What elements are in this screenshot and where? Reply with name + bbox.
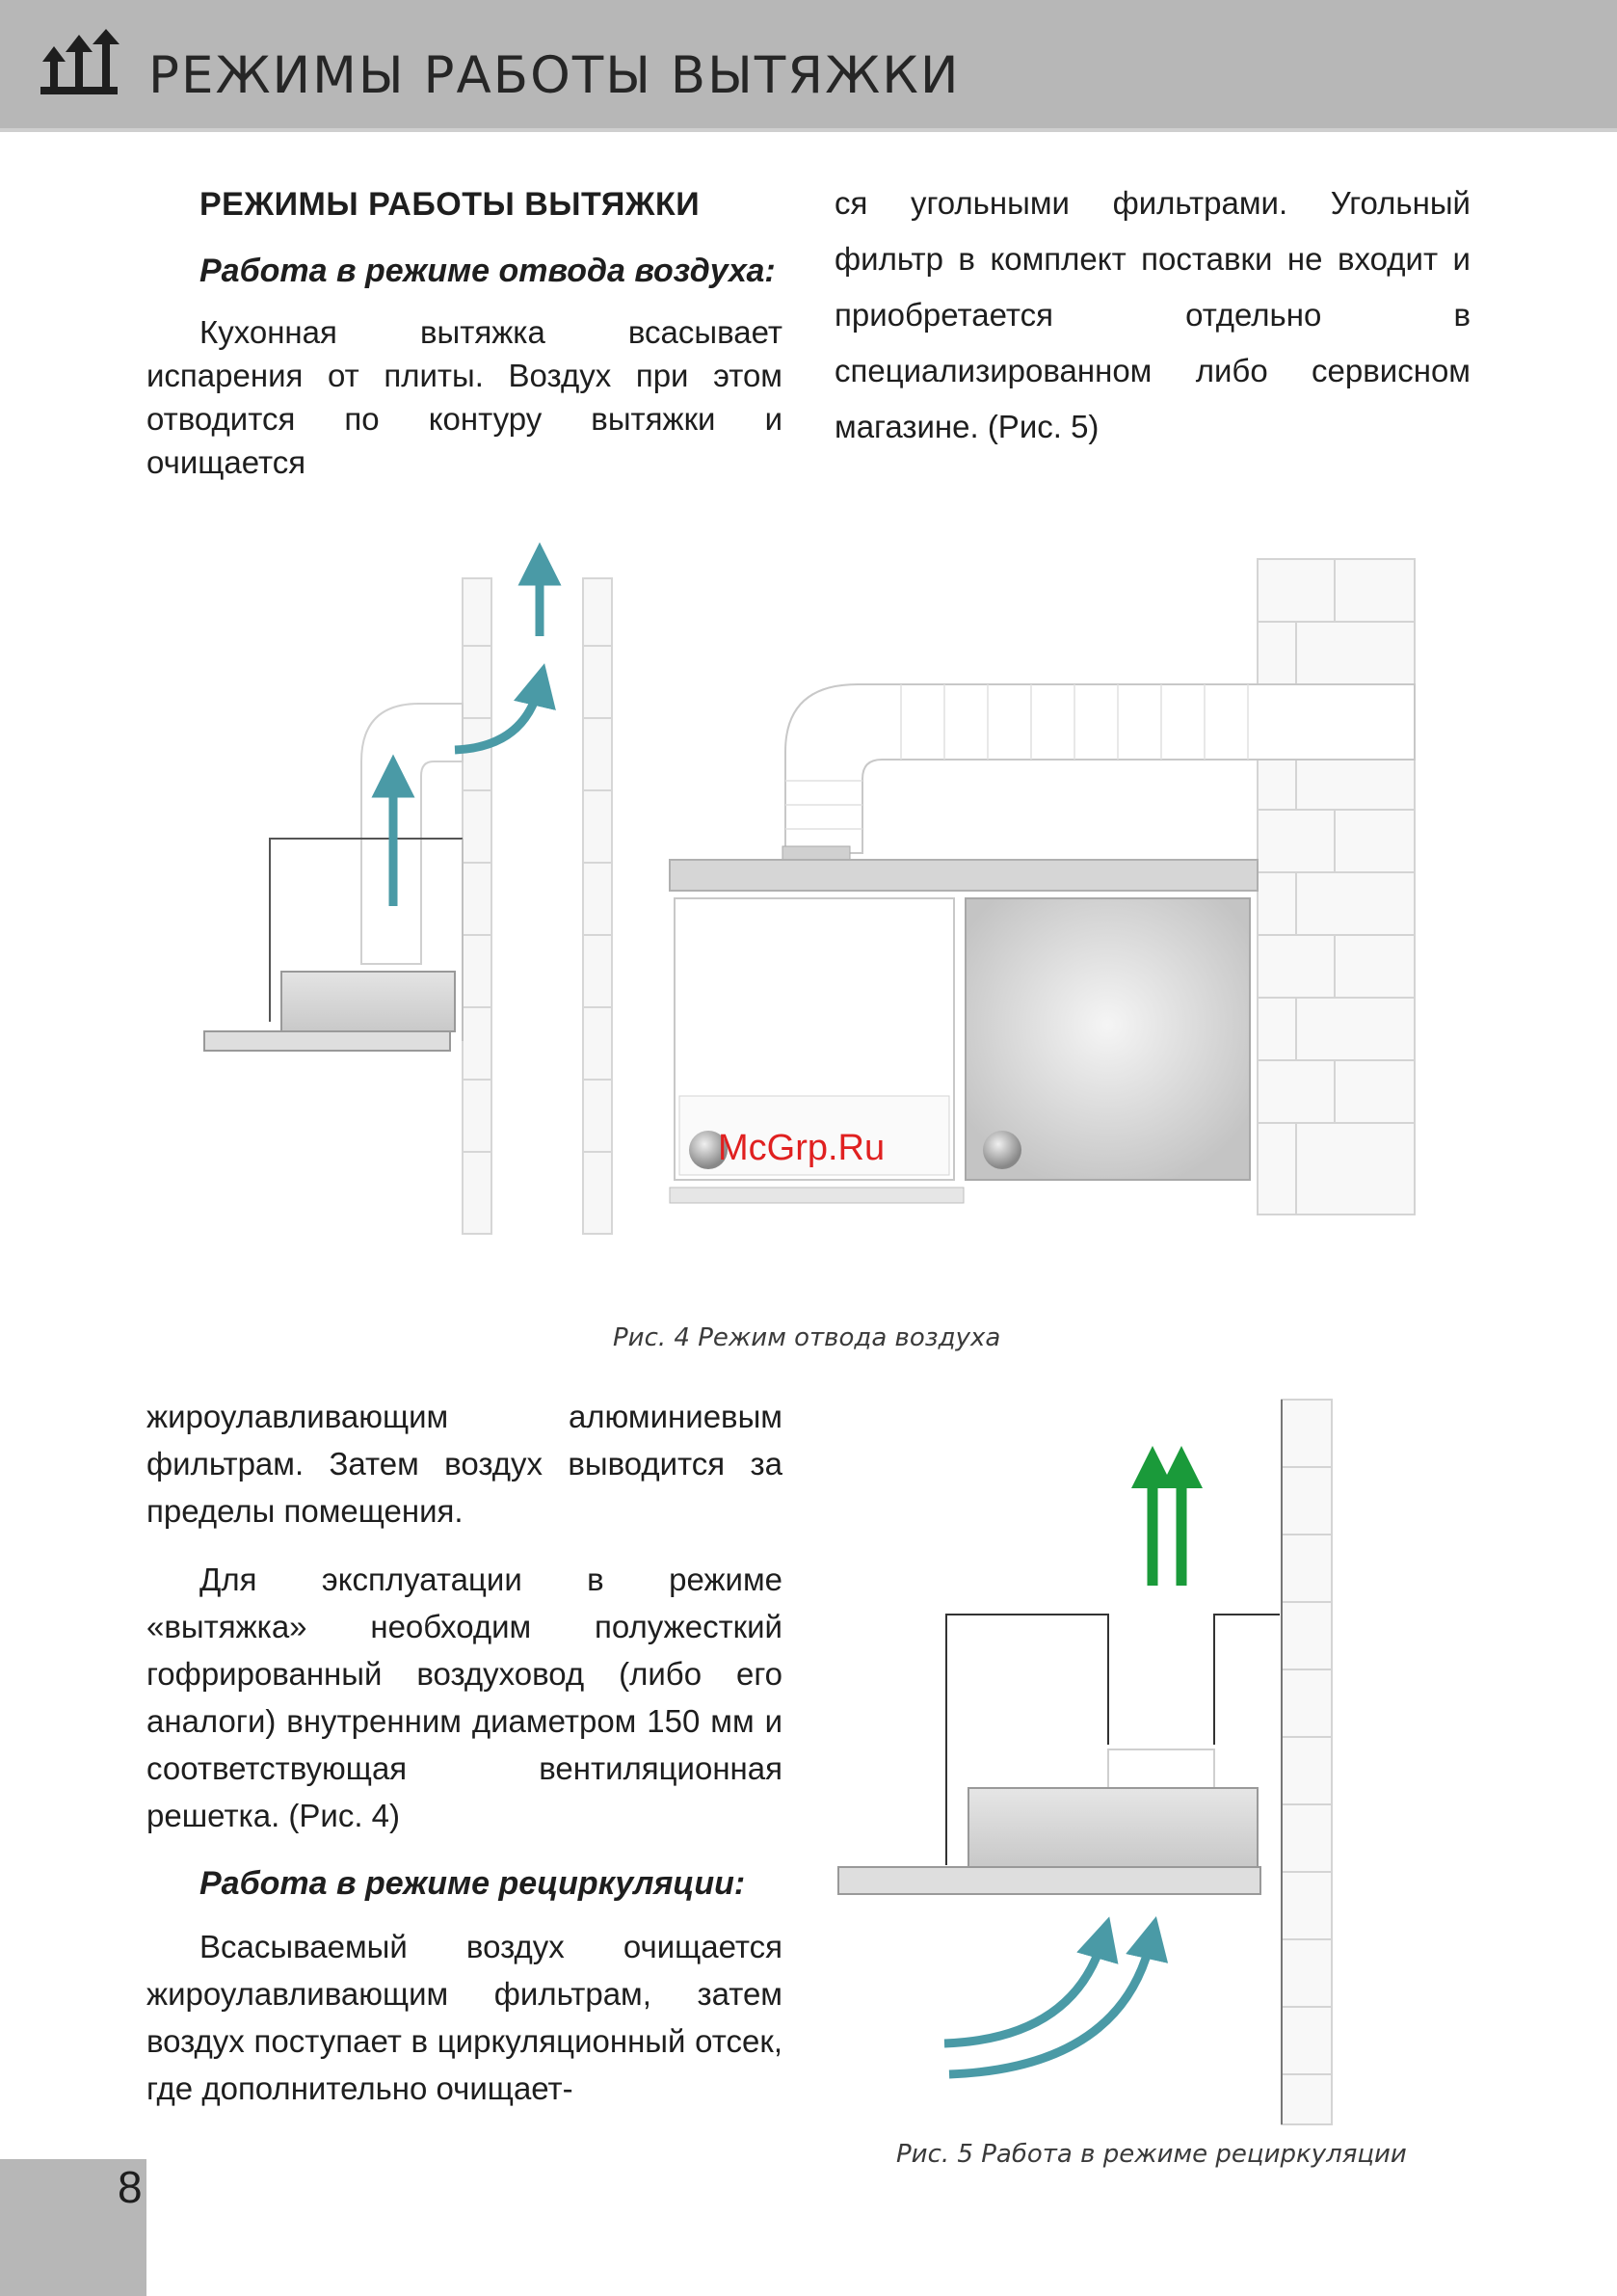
paragraph-duct-requirements: Для эксплуатации в режиме «вытяжка» необходим полужесткий гофрированный воздуховод (либо его аналоги) внутренним диаметром 150 мм и соответствующая вентиляционная решетка. (Рис. 4) — [146, 1562, 782, 1833]
header-title: РЕЖИМЫ РАБОТЫ ВЫТЯЖКИ — [148, 46, 961, 105]
paragraph-carbon-filter: ся угольными фильтрами. Угольный фильтр в комплект поставки не входит и приобретается отдельно в специализированном либо сервисном магазине. (Рис. 5) — [835, 185, 1471, 444]
page-number: 8 — [118, 2162, 143, 2212]
fig5-hood-panel — [838, 1867, 1260, 1894]
fig5-chimney — [1108, 1749, 1214, 1788]
fig5-arrow-curve-1 — [944, 1937, 1103, 2043]
paragraph-recirculation: Всасываемый воздух очищается жироулавливающим фильтрам, затем воздух поступает в циркуляционный отсек, где дополнительно очищает- — [146, 1929, 782, 2106]
right-column-top — [835, 175, 1471, 455]
three-arrows-up-icon — [39, 29, 119, 98]
header-bar — [0, 0, 1617, 132]
paragraph-exhaust-out: жироулавливающим алюминиевым фильтрам. Затем воздух выводится за пределы помещения. — [146, 1399, 782, 1529]
fig4-duct-collar — [782, 846, 850, 860]
fig4-brick-wall — [1258, 559, 1415, 1215]
fig5-arrow-curve-2 — [949, 1937, 1152, 2074]
subtitle-recirculation-mode: Работа в режиме рециркуляции: — [199, 1865, 746, 1902]
watermark: McGrp.Ru — [718, 1128, 886, 1168]
fig4-hood-panel — [204, 1031, 450, 1051]
paragraph-exhaust-intro: Кухонная вытяжка всасывает испарения от плиты. Воздух при этом отводится по контуру вытяжки и очищается — [146, 314, 782, 480]
subtitle-exhaust-mode: Работа в режиме отвода воздуха: — [199, 253, 776, 289]
fig4-base — [670, 1188, 964, 1203]
figure-5-caption: Рис. 5 Работа в режиме рециркуляции — [896, 2140, 1407, 2169]
section-title: РЕЖИМЫ РАБОТЫ ВЫТЯЖКИ — [199, 186, 701, 223]
fig4-hood-bar — [670, 860, 1258, 891]
fig4-wall-shaft — [463, 578, 612, 1234]
fig4-hood-body — [281, 972, 455, 1031]
left-column-bottom — [146, 1393, 782, 2112]
fig5-wall — [1282, 1400, 1332, 2124]
figure-4-caption: Рис. 4 Режим отвода воздуха — [613, 1323, 1001, 1352]
fig4-knob-right — [983, 1131, 1021, 1169]
fig5-hood-body — [968, 1788, 1258, 1867]
left-column-top — [146, 181, 782, 484]
figure-5-recirculation-diagram — [829, 1388, 1349, 2140]
fig4-duct-elbow — [361, 704, 463, 964]
